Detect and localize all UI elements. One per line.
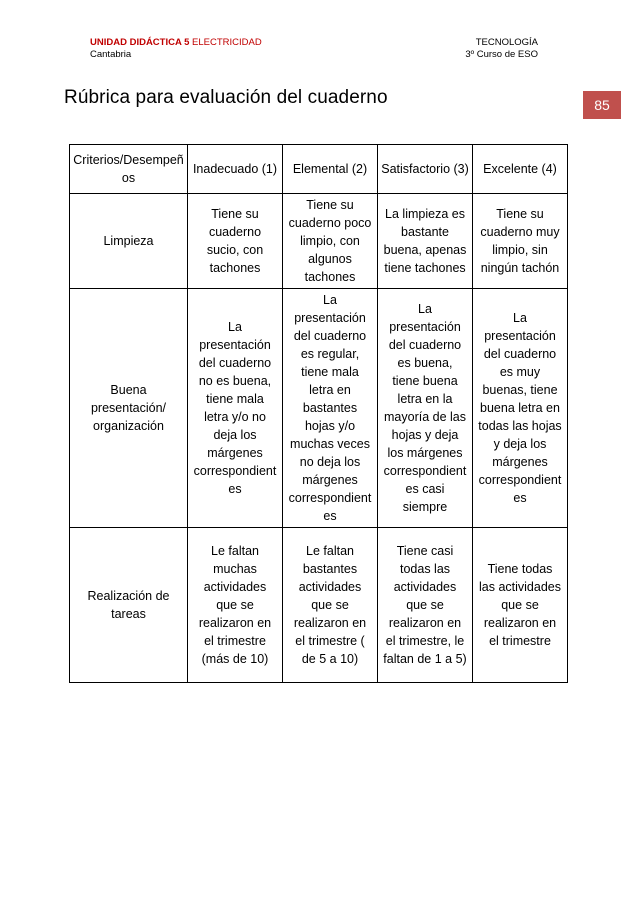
region-label: Cantabria [90, 49, 132, 60]
criterion-cell: Limpieza [70, 194, 188, 289]
page-header-left [90, 37, 262, 61]
rubric-cell: Tiene su cuaderno muy limpio, sin ningún tachón [473, 194, 568, 289]
rubric-cell: Tiene su cuaderno poco limpio, con algunos tachones [283, 194, 378, 289]
rubric-cell: La presentación del cuaderno es muy buenas, tiene buena letra en todas las hojas y deja los márgenes correspondientes [473, 289, 568, 528]
subject-label: TECNOLOGÍA [475, 37, 538, 48]
course-label: 3º Curso de ESO [465, 49, 538, 60]
page-header-right [465, 37, 538, 61]
table-row [70, 194, 568, 289]
rubric-cell: Le faltan muchas actividades que se realizaron en el trimestre (más de 10) [188, 528, 283, 683]
rubric-cell: La presentación del cuaderno es buena, tiene buena letra en la mayoría de las hojas y deja los márgenes correspondientes casi siempre [378, 289, 473, 528]
unit-title [90, 37, 262, 49]
table-row [70, 528, 568, 683]
header-cell-satisfactorio: Satisfactorio (3) [378, 145, 473, 194]
header-cell-excelente: Excelente (4) [473, 145, 568, 194]
rubric-cell: La limpieza es bastante buena, apenas tiene tachones [378, 194, 473, 289]
page-title: Rúbrica para evaluación del cuaderno [64, 87, 388, 108]
unit-name: ELECTRICIDAD [189, 37, 262, 48]
table-row [70, 289, 568, 528]
rubric-cell: Le faltan bastantes actividades que se realizaron en el trimestre ( de 5 a 10) [283, 528, 378, 683]
table-header-row [70, 145, 568, 194]
rubric-cell: La presentación del cuaderno es regular, tiene mala letra en bastantes hojas y/o muchas veces no deja los márgenes correspondientes [283, 289, 378, 528]
rubric-cell: Tiene su cuaderno sucio, con tachones [188, 194, 283, 289]
rubric-cell: Tiene todas las actividades que se realizaron en el trimestre [473, 528, 568, 683]
criterion-cell: Buena presentación/ organización [70, 289, 188, 528]
unit-number: UNIDAD DIDÁCTICA 5 [90, 37, 190, 48]
page-number-badge: 85 [583, 91, 621, 119]
rubric-cell: La presentación del cuaderno no es buena, tiene mala letra y/o no deja los márgenes correspondientes [188, 289, 283, 528]
header-cell-elemental: Elemental (2) [283, 145, 378, 194]
rubric-table [69, 144, 568, 683]
header-cell-criteria: Criterios/Desempeños [70, 145, 188, 194]
criterion-cell: Realización de tareas [70, 528, 188, 683]
rubric-cell: Tiene casi todas las actividades que se realizaron en el trimestre, le faltan de 1 a 5) [378, 528, 473, 683]
header-cell-inadecuado: Inadecuado (1) [188, 145, 283, 194]
